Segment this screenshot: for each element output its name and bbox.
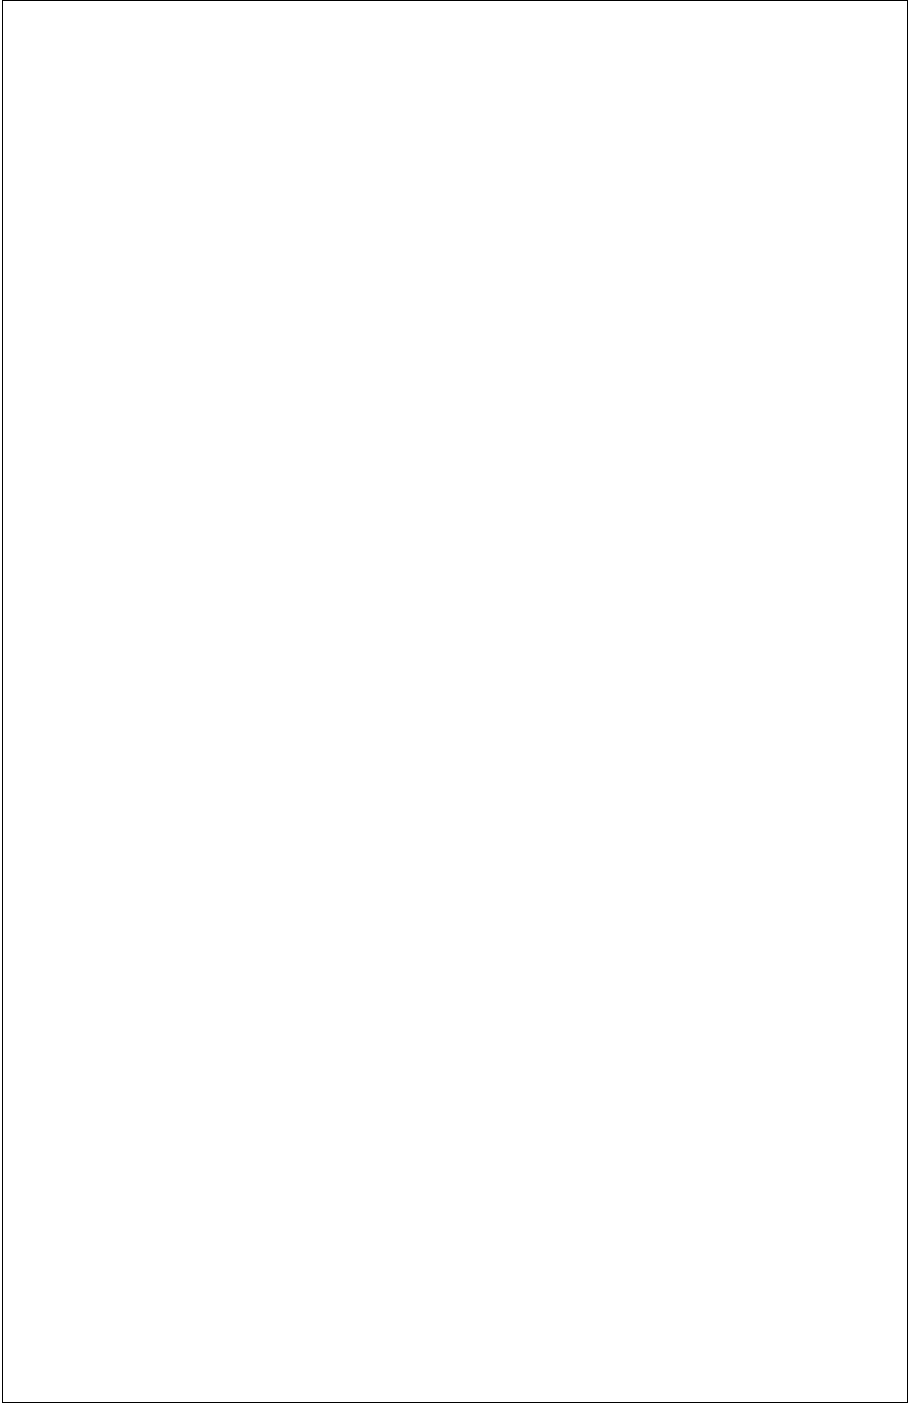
price-sheet [2,0,908,1403]
